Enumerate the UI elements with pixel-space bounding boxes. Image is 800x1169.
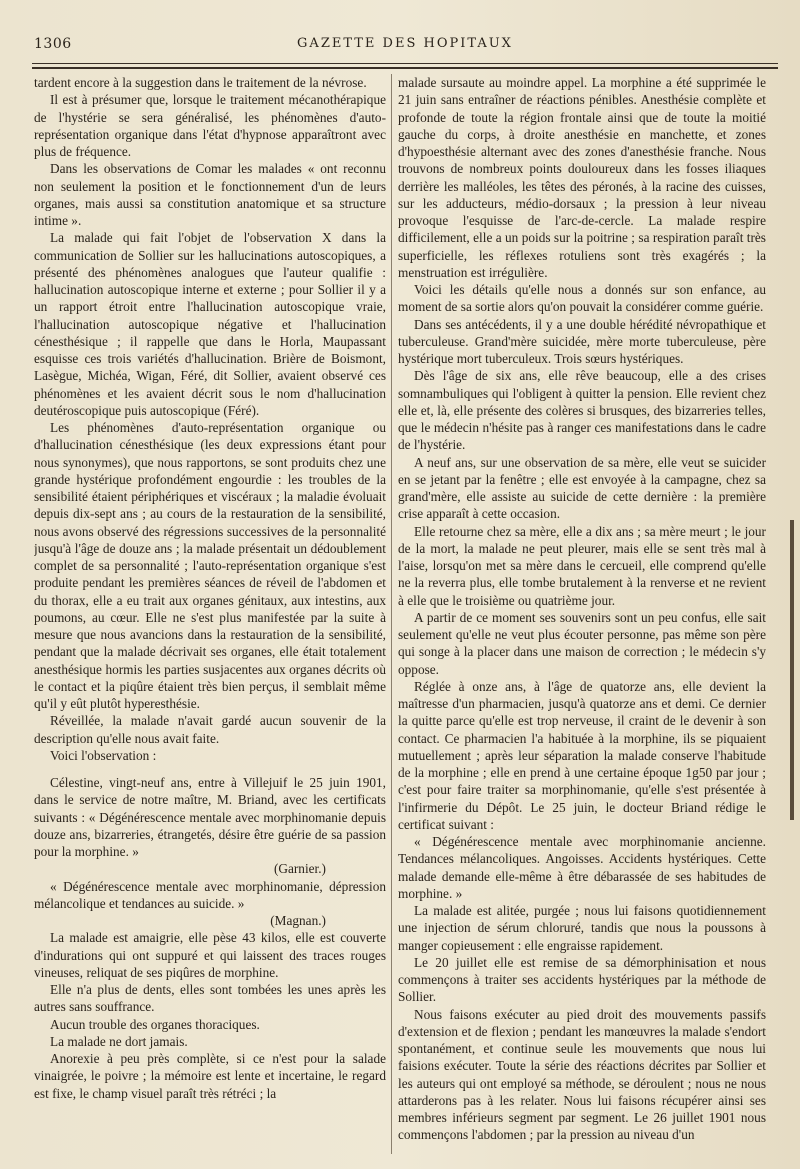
paragraph: tardent encore à la suggestion dans le traitement de la névrose. — [34, 75, 367, 90]
paragraph: Anorexie à peu près complète, si ce n'est pour la salade vinaigrée, le poivre ; la mémoire est lente et incertaine, le regard est fixe, le champ visuel paraît très rétréci ; la — [34, 1051, 386, 1101]
paragraph: Les phénomènes d'auto-représentation organique ou d'hallucination cénesthésique (les deux expressions étant pour nous synonymes), que nous rapportons, se sont produits chez une grande hystérique profondément engourdie : les troubles de la sensibilité étaient périphériques et viscéraux ; la maladie évoluait depuis dix-sept ans ; au cours de la restauration de la sensibilité, nous avons observé des régressions successives de la personnalité jusqu'à l'âge de douze ans ; la malade présentait un dédoublement complet de sa personnalité ; l'auto-représentation organique s'est produite pendant les premières séances de réveil de l'abdomen et du thorax, elle a eu trait aux organes génitaux, aux intestins, aux poumons, au cœur. Elle ne s'est plus manifestée par la suite à mesure que nous avancions dans la restauration de la sensibilité, pendant que la malade décrivait ses organes, elle était totalement anesthésique hormis les parties susjacentes aux organes décrits où le contact et la piqûre étaient très bien perçus, il semblait même qu'il y eût plutôt hyperesthésie. — [34, 420, 386, 711]
paragraph: malade sursaute au moindre appel. La morphine a été supprimée le 21 juin sans entraîner de réactions pénibles. Anesthésie complète et profonde de toute la région frontale ainsi que de toute la moitié gauche du corps, à droite anesthésie en manchette, et zones d'hypoesthésie alternant avec des zones d'anesthésie franche. Nous trouvons de nombreux points douloureux dans les fosses iliaques derrière les malléoles, les têtes des péronés, à la racine des cuisses, sur les adducteurs, médio-dorsaux ; la pression à leur niveau provoque l'esquisse de l'arc-de-cercle. La malade respire difficilement, elle a un poids sur la poitrine ; sa respiration paraît très superficielle, les réflexes rotuliens sont très exagérés ; la menstruation est irrégulière. — [398, 75, 766, 280]
right-column — [398, 74, 766, 1159]
page-number: 1306 — [34, 36, 72, 52]
paragraph: Célestine, vingt-neuf ans, entre à Villejuif le 25 juin 1901, dans le service de notre maître, M. Briand, avec les certificats suivants : « Dégénérescence mentale avec morphinomanie depuis douze ans, bizarreries, étrangetés, désire être guérie de sa passion pour la morphine. » — [34, 775, 386, 859]
paragraph: « Dégénérescence mentale avec morphinomanie ancienne. Tendances mélancoliques. Angoisses. Accidents hystériques. Cette malade demande elle-même à être débarassée de ses habitudes de morphine. » — [398, 834, 766, 901]
header-rule-thin — [32, 63, 778, 64]
margin-mark — [790, 520, 794, 820]
paragraph: Dans les observations de Comar les malades « ont reconnu non seulement la position et le fonctionnement d'un de leurs organes, mais aussi sa constitution anatomique et sa structure intime ». — [34, 161, 386, 228]
paragraph: Elle n'a plus de dents, elles sont tombées les unes après les autres sans souffrance. — [34, 982, 386, 1015]
paragraph: La malade ne dort jamais. — [50, 1033, 188, 1049]
column-divider — [391, 74, 392, 1154]
paragraph: La malade qui fait l'objet de l'observation X dans la communication de Sollier sur les hallucinations autoscopiques, a présenté des phénomènes analogues que l'auteur qualifie : hallucination autoscopique interne et externe ; pour Sollier il y a un rapport étroit entre l'hallucination autoscopique vraie, l'hallucination autoscopique négative et l'hallucination cénesthésique ; il rappelle que dans le Horla, Maupassant esquisse ces trois variétés d'hallucination. Brière de Boismont, Lasègue, Michéa, Wigan, Féré, dit Sollier, avaient observé ces phénomènes et les avaient décrit sous le nom d'hallucination deutéroscopique puis autoscopique (Féré). — [34, 230, 386, 418]
paragraph: La malade est alitée, purgée ; nous lui faisons quotidiennement une injection de sérum chloruré, tandis que nous la poussons à manger copieusement : elle engraisse rapidement. — [398, 903, 766, 953]
paragraph: Réveillée, la malade n'avait gardé aucun souvenir de la description qu'elle nous avait faite. — [34, 713, 386, 746]
paragraph: Nous faisons exécuter au pied droit des mouvements passifs d'extension et de flexion ; pendant les manœuvres la malade s'endort spontanément, et continue seule les mouvements que nous lui faisions exécuter. Toute la série des réactions décrites par Sollier et les auteurs qui ont employé sa méthode, se déroulent ; nous ne nous attarderons pas à les relater. Nous lui faisons récupérer ainsi ses membres inférieurs segment par segment. Le 26 juillet 1901 nous commençons l'abdomen ; par la pression au niveau d'un — [398, 1006, 766, 1143]
header-rule-thick — [32, 67, 778, 69]
section-gap — [34, 764, 386, 774]
left-column — [34, 74, 386, 1159]
paragraph: « Dégénérescence mentale avec morphinomanie, dépression mélancolique et tendances au suicide. » — [34, 878, 386, 911]
signature: (Garnier.) — [273, 861, 326, 877]
paragraph: La malade est amaigrie, elle pèse 43 kilos, elle est couverte d'indurations qui ont suppuré et qui laissent des traces rouges vineuses, reliquat de ses piqûres de morphine. — [34, 930, 386, 980]
paragraph: A neuf ans, sur une observation de sa mère, elle veut se suicider en se jetant par la fenêtre ; elle est envoyée à la campagne, chez sa grand'mère, elle assiste au suicide de cette dernière : la première crise apparaît à cette occasion. — [398, 454, 766, 522]
running-title: GAZETTE DES HOPITAUX — [297, 36, 513, 51]
paragraph: Il est à présumer que, lorsque le traitement mécanothérapique de l'hystérie se sera généralisé, les phénomènes d'auto-représentation organique dans l'état d'hypnose apparaîtront avec plus de fréquence. — [34, 92, 386, 159]
paragraph: Aucun trouble des organes thoraciques. — [50, 1016, 260, 1032]
paragraph: Elle retourne chez sa mère, elle a dix ans ; sa mère meurt ; le jour de la mort, la malade ne peut pleurer, mais elle se sent très mal à l'aise, lorsqu'on met sa mère dans le cercueil, elle comprend qu'elle ne la reverra plus, elle tombe brutalement à la renverse et ne revient à elle que le troisième ou quatrième jour. — [398, 523, 766, 608]
paragraph: Réglée à onze ans, à l'âge de quatorze ans, elle devient la maîtresse d'un pharmacien, jusqu'à quatorze ans et demi. Ce dernier la quitte parce qu'elle est trop nerveuse, il craint de le devenir à son contact. Ce pharmacien l'a habituée à la morphine, ils se piquaient mutuellement ; après leur séparation la malade conserve l'habitude de la morphine ; elle en prend à une certaine époque 1g50 par jour ; c'est pour faire traiter sa morphinomanie, qu'elle s'est présentée à l'infirmerie du Dépôt. Le 25 juin, le docteur Briand rédige le certificat suivant : — [398, 678, 766, 832]
paragraph: Dès l'âge de six ans, elle rêve beaucoup, elle a des crises somnambuliques qui l'obligent à quitter la pension. Elle revient chez elle et, là, elle présente des colères si brusques, des bizarreries telles, que le médecin n'hésite pas à ranger ces manifestations dans le cadre de l'hystérie. — [398, 368, 766, 453]
paragraph: A partir de ce moment ses souvenirs sont un peu confus, elle sait seulement qu'elle ne veut plus écouter personne, pas même son père qui songe à la placer dans une maison de correction ; le médecin s'y oppose. — [398, 609, 766, 677]
paragraph: Le 20 juillet elle est remise de sa démorphinisation et nous commençons à traiter ses accidents hystériques par la méthode de Sollier. — [398, 954, 766, 1005]
page-header — [30, 36, 780, 60]
signature: (Magnan.) — [270, 913, 326, 928]
paragraph: Voici les détails qu'elle nous a donnés sur son enfance, au moment de sa sortie alors qu'on pouvait la considérer comme guérie. — [398, 282, 766, 315]
paragraph: Voici l'observation : — [50, 747, 157, 763]
paragraph: Dans ses antécédents, il y a une double hérédité névropathique et tuberculeuse. Grand'mère suicidée, mère morte tuberculeuse, père hystérique mort tuberculeux. Trois sœurs hystériques. — [398, 316, 766, 366]
